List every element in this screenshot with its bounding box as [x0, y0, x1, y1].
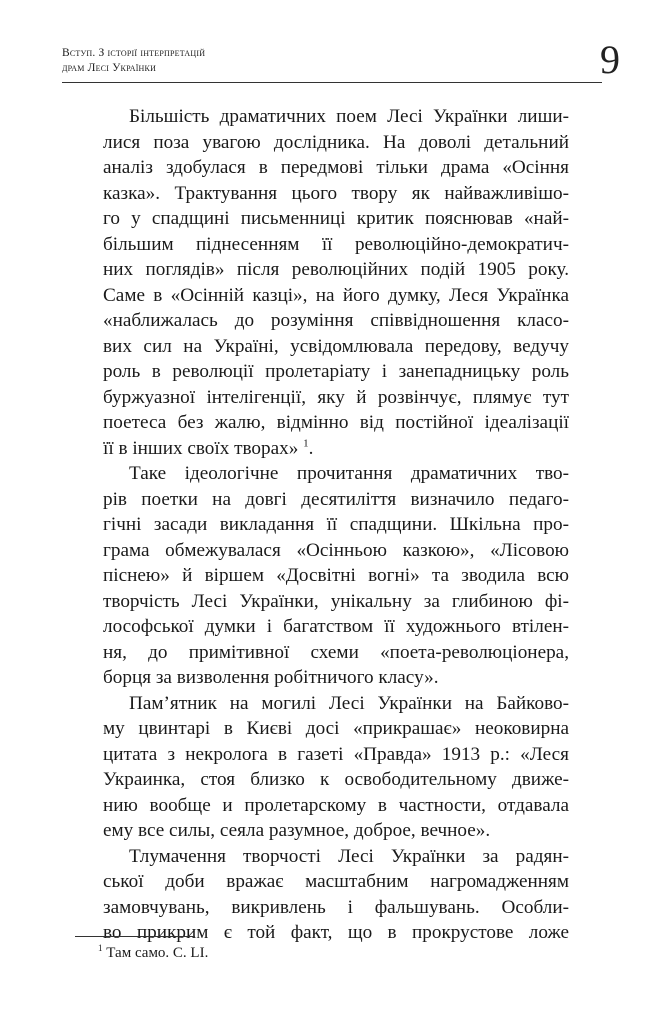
text-line: грама обмежувалася «Осінньою казкою», «Лісовою: [103, 539, 569, 561]
text-line: роль в революції пролетаріату і занепадницьку роль: [103, 361, 569, 382]
text-line: рів поетки на довгі десятиліття визначило педаго-: [103, 488, 569, 510]
text-line-tail: .: [308, 437, 314, 459]
running-header-line-2: драм Лесі Українки: [62, 62, 157, 74]
footnote-number: 1: [98, 943, 103, 953]
text-line-content: її в інших своїх творах»: [103, 437, 299, 459]
text-line: во прикрим є той факт, що в прокрустове ложе: [103, 922, 569, 943]
text-line: нию вообще и пролетарскому в частности, отдавала: [103, 794, 569, 816]
footnote: [98, 944, 208, 962]
text-line: піснею» й віршем «Досвітні вогні» та зводила всю: [103, 565, 569, 586]
paragraph-2: [75, 461, 569, 691]
text-line: творчість Лесі Українки, унікальну за глибиною фі-: [103, 590, 569, 612]
footnote-text: Там само. С. LI.: [102, 945, 209, 961]
text-line: вих сил на Україні, усвідомлювала передову, ведучу: [103, 335, 569, 357]
text-line: казка». Трактування цього твору як найважливішо-: [103, 182, 569, 204]
text-line: Украинка, стоя близко к освободительному движе-: [103, 769, 569, 790]
text-line: Саме в «Осінній казці», на його думку, Леся Українка: [103, 284, 569, 306]
running-header: [62, 46, 602, 76]
text-line: Пам’ятник на могилі Лесі Українки на Байково-: [129, 692, 569, 714]
footnote-ref: 1: [303, 437, 309, 450]
text-line: [75, 436, 569, 462]
paragraph-1: [75, 104, 569, 461]
text-line: Більшість драматичних поем Лесі Українки лиши-: [129, 106, 569, 127]
text-line: поетеса без жалю, відмінно від постійної ідеалізації: [103, 412, 569, 433]
text-line: замовчувань, викривлень і фальшувань. Особли-: [103, 896, 569, 918]
body-text: [75, 104, 569, 946]
text-line: ської доби вражає масштабним нагромадженням: [103, 871, 569, 892]
running-header-line-1: Вступ. З історії інтерпретацій: [62, 47, 206, 59]
text-line: буржуазної інтелігенції, яку й розвінчує, плямує тут: [103, 386, 569, 408]
text-line: більшим піднесенням її революційно-демократич-: [103, 233, 569, 255]
text-line: го у спадщині письменниці критик пояснював «най-: [103, 208, 569, 229]
text-line: аналіз здобулася в передмові тільки драма «Осіння: [103, 157, 569, 178]
text-line: них поглядів» після революційних подій 1905 року.: [103, 259, 569, 280]
text-line: ему все силы, сеяла разумное, доброе, вечное».: [103, 820, 491, 841]
footnote-rule: [75, 936, 195, 937]
header-rule: [62, 82, 602, 83]
text-line: ня, до примітивної схеми «поета-революціонера,: [103, 641, 569, 663]
paragraph-4: [75, 844, 569, 946]
text-line: му цвинтарі в Києві досі «прикрашає» неоковирна: [103, 718, 569, 739]
paragraph-3: [75, 691, 569, 844]
text-line: борця за визволення робітничого класу».: [103, 667, 439, 688]
page-number: 9: [600, 37, 620, 82]
text-line: лися поза увагою дослідника. На доволі детальний: [103, 131, 569, 153]
text-line: Тлумачення творчості Лесі Українки за радян-: [129, 845, 569, 867]
text-line: цитата з некролога в газеті «Правда» 1913 р.: «Леся: [103, 743, 569, 765]
text-line: Таке ідеологічне прочитання драматичних тво-: [129, 463, 569, 484]
text-line: гічні засади викладання її спадщини. Шкільна про-: [103, 514, 569, 535]
text-line: «наближалась до розуміння співвідношення класо-: [103, 310, 569, 331]
text-line: лософської думки і багатством її художнього втілен-: [103, 616, 569, 637]
